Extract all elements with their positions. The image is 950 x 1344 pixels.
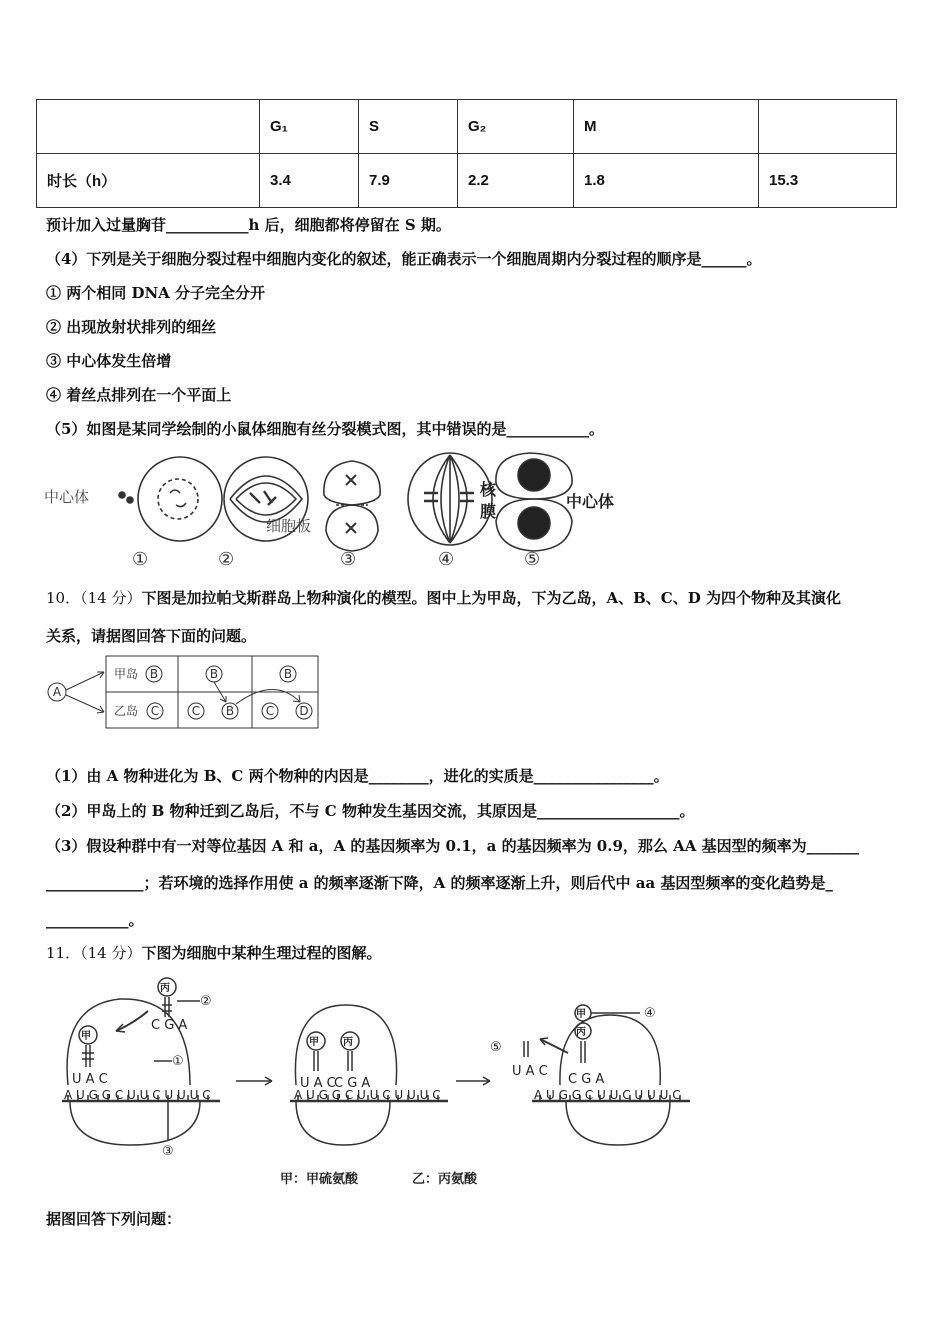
label-C: C xyxy=(265,704,275,718)
q9-line1-text: 预计加入过量胸苷 xyxy=(46,216,167,234)
centrosome-dot xyxy=(119,492,125,498)
q11-stem: 下图为细胞中某种生理过程的图解。 xyxy=(141,944,382,962)
label-centrosome: 中心体 xyxy=(44,488,90,506)
cell-1 xyxy=(138,457,222,541)
label-jia-island: 甲岛 xyxy=(113,667,139,681)
ribosome-small-1 xyxy=(70,1101,200,1145)
q10-number: 10．（14 分） xyxy=(46,589,142,607)
q10-stem-line1 xyxy=(46,587,841,608)
q9-option-3: ③ 中心体发生倍增 xyxy=(46,352,172,370)
cell-cycle-table xyxy=(36,99,897,208)
q10-stem-line2: 关系，请据图回答下面的问题。 xyxy=(46,627,257,645)
q10-part1: （1）由 A 物种进化为 B、C 两个物种的内因是________，进化的实质是________________。 xyxy=(46,767,669,785)
anticodon-cga-1: C G A xyxy=(151,1018,188,1033)
nucleus-5-bottom xyxy=(518,507,550,539)
fig-number-4: ④ xyxy=(438,549,455,570)
label-B: B xyxy=(283,667,293,681)
q9-part5: （5）如图是某同学绘制的小鼠体细胞有丝分裂模式图，其中错误的是___________。 xyxy=(46,420,604,438)
translation-figure xyxy=(50,975,730,1190)
q9-line1-tail: h 后，细胞都将停留在 S 期。 xyxy=(248,216,451,234)
q10-stem: 下图是加拉帕戈斯群岛上物种演化的模型。图中上为甲岛，下为乙岛，A、B、C、D 为四个物种及其演化 xyxy=(141,589,841,607)
nucleus-1 xyxy=(158,479,198,519)
nucleus-5-top xyxy=(518,459,550,491)
answer-blank: ___________ xyxy=(166,216,249,234)
cell-3-top xyxy=(324,461,380,505)
q9-part4: （4）下列是关于细胞分裂过程中细胞内变化的叙述，能正确表示一个细胞周期内分裂过程的顺序是______。 xyxy=(46,250,762,268)
q10-part2: （2）甲岛上的 B 物种迁到乙岛后，不与 C 物种发生基因交流，其原因是___________________。 xyxy=(46,802,695,820)
label-C: C xyxy=(150,704,160,718)
ribosome-small-3 xyxy=(566,1101,670,1145)
label-D: D xyxy=(299,704,309,718)
anticodon-cga-3: C G A xyxy=(568,1072,605,1087)
mitosis-figure xyxy=(40,445,630,573)
ribosome-small-2 xyxy=(296,1101,390,1145)
q9-option-4: ④ 着丝点排列在一个平面上 xyxy=(46,386,232,404)
island-diagram xyxy=(44,654,324,734)
mrna-sequence-1: A U G G C U U C U U U C xyxy=(64,1088,211,1102)
table-header-cell xyxy=(759,100,897,154)
label-jia-2: 甲 xyxy=(309,1037,319,1048)
table-header-cell: M xyxy=(574,100,759,154)
label-B: B xyxy=(149,667,159,681)
label-nuclear-1: 核 xyxy=(480,480,497,499)
fig-number-3: ③ xyxy=(340,549,357,570)
q11-stem-line xyxy=(46,942,381,963)
label-C: C xyxy=(191,704,201,718)
anticodon-uac-1: U A C xyxy=(72,1072,108,1087)
label-A: A xyxy=(52,685,62,699)
label-yi-island: 乙岛 xyxy=(113,704,139,718)
label-circle-1: ① xyxy=(172,1054,184,1069)
q10-part3-line2: _____________；若环境的选择作用使 a 的频率逐渐下降，A 的频率逐渐上升，则后代中 aa 基因型频率的变化趋势是_ xyxy=(46,874,833,892)
anticodon-cga-2: C G A xyxy=(334,1076,371,1091)
q9-line1 xyxy=(46,214,451,235)
label-cell-plate: 细胞板 xyxy=(266,517,312,535)
q11-answer-prompt: 据图回答下列问题： xyxy=(46,1210,182,1228)
table-cell: 15.3 xyxy=(759,154,897,208)
table-cell: 时长（h） xyxy=(37,154,260,208)
table-row xyxy=(37,154,897,208)
fig-number-2: ② xyxy=(218,549,235,570)
label-B: B xyxy=(225,704,235,718)
label-circle-3: ③ xyxy=(162,1144,174,1159)
table-cell: 2.2 xyxy=(458,154,574,208)
table-header-row xyxy=(37,100,897,154)
anticodon-uac-3: U A C xyxy=(512,1064,548,1079)
q9-option-2: ② 出现放射状排列的细丝 xyxy=(46,318,217,336)
table-header-cell: G₂ xyxy=(458,100,574,154)
table-cell: 3.4 xyxy=(260,154,359,208)
mrna-sequence-2: A U G G C U U C U U U C xyxy=(294,1088,441,1102)
label-B: B xyxy=(209,667,219,681)
q11-number: 11．（14 分） xyxy=(46,944,142,962)
label-jia-1: 甲 xyxy=(81,1031,91,1042)
label-jia-3: 甲 xyxy=(576,1009,586,1020)
label-centrosome-2: 中心体 xyxy=(566,492,615,511)
table-header-cell xyxy=(37,100,260,154)
table-cell: 7.9 xyxy=(359,154,458,208)
table-header-cell: S xyxy=(359,100,458,154)
table-header-cell: G₁ xyxy=(260,100,359,154)
label-bing-2: 丙 xyxy=(343,1037,353,1048)
table-cell: 1.8 xyxy=(574,154,759,208)
mrna-sequence-3: A U G G C U U C U U U C xyxy=(534,1088,681,1102)
q9-option-1: ① 两个相同 DNA 分子完全分开 xyxy=(46,284,266,302)
fig-number-5: ⑤ xyxy=(524,549,541,570)
label-circle-2: ② xyxy=(200,994,212,1009)
label-nuclear-2: 膜 xyxy=(480,502,497,521)
label-bing-1: 丙 xyxy=(160,983,170,994)
q10-part3-line3: ___________。 xyxy=(46,911,144,929)
label-circle-4: ④ xyxy=(644,1006,656,1021)
anticodon-uac-2: U A C xyxy=(300,1076,336,1091)
label-bing-3: 丙 xyxy=(576,1027,586,1038)
legend-jia: 甲：甲硫氨酸 xyxy=(280,1172,359,1187)
label-circle-5: ⑤ xyxy=(490,1040,502,1055)
legend-yi: 乙：丙氨酸 xyxy=(412,1172,478,1187)
fig-number-1: ① xyxy=(132,549,149,570)
q10-part3-line1: （3）假设种群中有一对等位基因 A 和 a，A 的基因频率为 0.1，a 的基因频率为 0.9，那么 AA 基因型的频率为_______ xyxy=(46,837,860,855)
